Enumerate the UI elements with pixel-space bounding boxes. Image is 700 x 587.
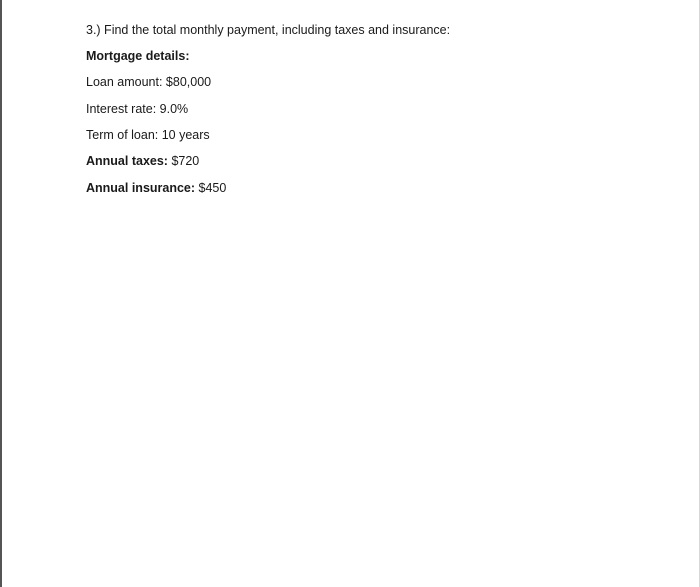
loan-term: Term of loan: 10 years (86, 128, 210, 142)
annual-taxes-value: $720 (171, 154, 200, 168)
mortgage-details-heading: Mortgage details: (86, 49, 190, 63)
annual-insurance (86, 180, 226, 196)
interest-rate: Interest rate: 9.0% (86, 102, 189, 116)
annual-taxes-label: Annual taxes: (86, 154, 168, 168)
loan-amount: Loan amount: $80,000 (86, 75, 212, 89)
annual-insurance-label: Annual insurance: (86, 181, 196, 195)
question-text: 3.) Find the total monthly payment, including taxes and insurance: (86, 23, 451, 37)
annual-insurance-value: $450 (198, 181, 227, 195)
annual-taxes (86, 153, 199, 169)
